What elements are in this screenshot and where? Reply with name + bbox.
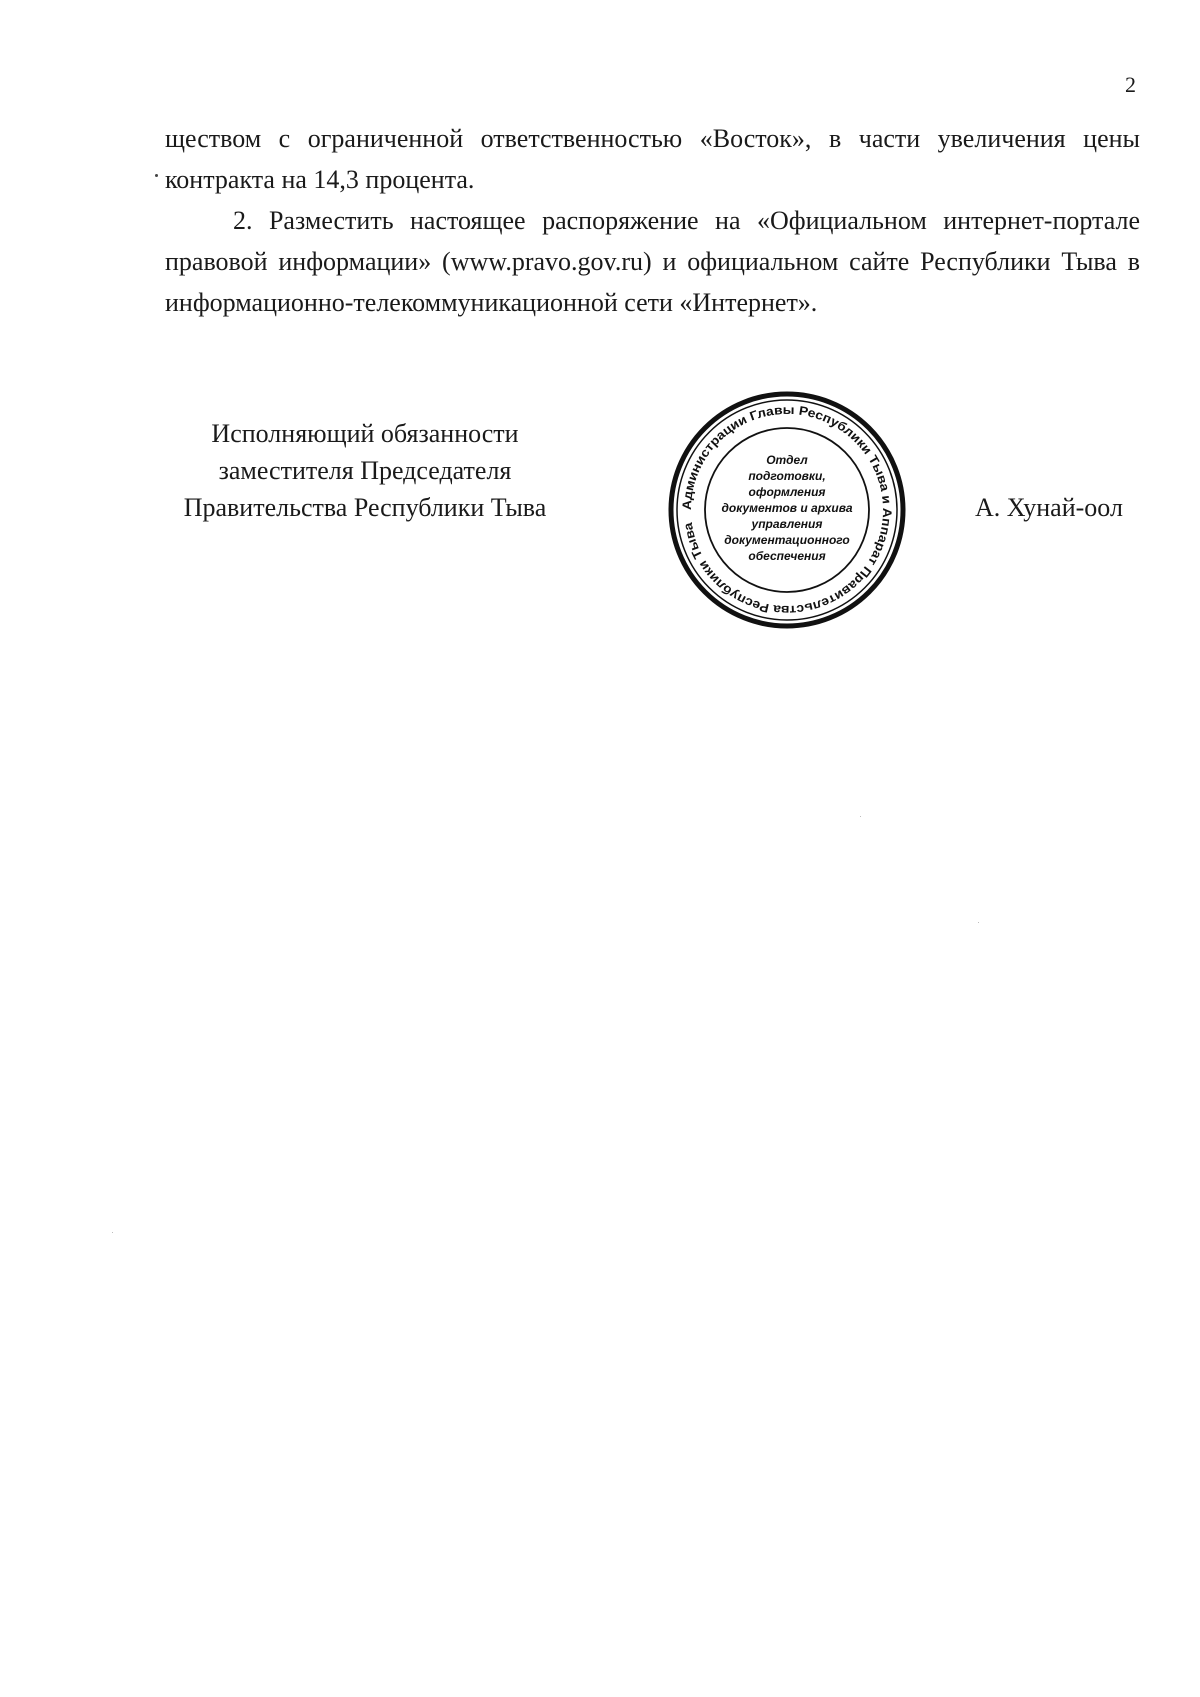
stamp-center-line: документационного	[724, 533, 850, 547]
position-line-2: заместителя Председателя	[218, 456, 512, 485]
stamp-center-line: подготовки,	[748, 469, 826, 483]
stamp-ring-text: Администрации Главы Республики Тыва и Аппарат Правительства Республики Тыва	[679, 402, 895, 618]
position-line-3: Правительства Республики Тыва	[183, 493, 547, 522]
stamp-center-text	[721, 453, 852, 563]
signatory-position	[160, 415, 570, 526]
scan-speck	[860, 816, 861, 817]
scan-speck	[112, 1232, 113, 1233]
stamp-center-line: обеспечения	[748, 549, 826, 563]
signer-name: А. Хунай-оол	[975, 493, 1123, 522]
stamp-center-line: оформления	[748, 485, 826, 499]
stamp-center-line: документов и архива	[721, 501, 853, 515]
position-line-1: Исполняющий обязанности	[211, 419, 519, 448]
page-number: 2	[1125, 72, 1136, 97]
official-stamp	[667, 390, 907, 630]
scan-speck	[155, 174, 158, 177]
stamp-center-line: Отдел	[766, 453, 808, 467]
scan-speck	[978, 922, 979, 923]
paragraph-continuation: ществом с ограниченной ответственностью «Восток», в части увеличения цены контракта на 14,3 процента.	[165, 124, 1140, 194]
stamp-center-line: управления	[751, 517, 823, 531]
document-body	[165, 118, 1140, 323]
paragraph-item-2: 2. Разместить настоящее распоряжение на «Официальном интернет-портале правовой информации» (www.pravo.gov.ru) и официальном сайте Республики Тыва в информационно-телекоммуникационной сети «Интернет».	[165, 206, 1140, 317]
